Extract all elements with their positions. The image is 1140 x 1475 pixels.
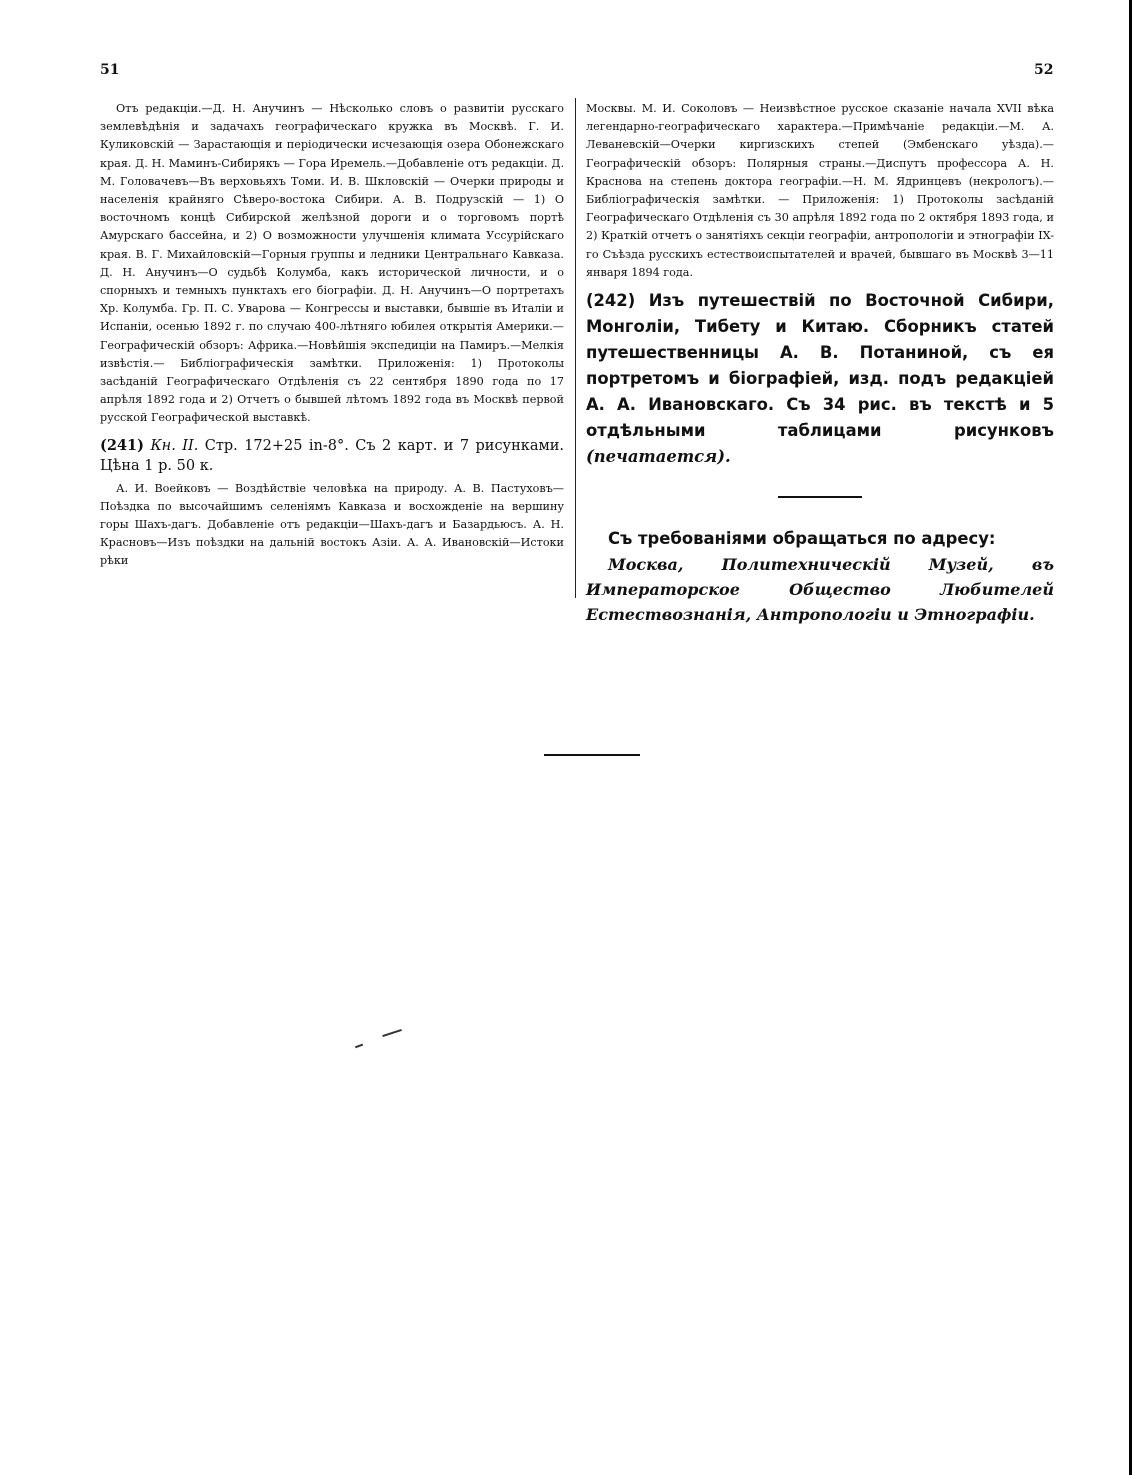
section-rule (778, 496, 862, 498)
entry-book: Кн. II. (150, 437, 199, 454)
page-number-left: 51 (100, 62, 120, 78)
page-edge-line (1129, 0, 1132, 1475)
entry-number: (242) (586, 291, 636, 311)
entry-241-contents: А. И. Воейковъ — Воздѣйствіе человѣка на природу. А. В. Пастуховъ—Поѣздка по высочайшимъ селеніямъ Кавказа и восхожденіе на вершину горы Шахъ-дагъ. Добавленіе отъ редакціи—Шахъ-дагъ и Базардьюсъ. А. Н. Красновъ—Изъ поѣздки на дальній востокъ Азіи. А. А. Ивановскій—Истоки рѣки (100, 481, 564, 568)
pen-mark (355, 1044, 363, 1048)
closing-rule (544, 754, 640, 756)
entry-241 (100, 436, 564, 476)
entry-title: Изъ путешествій по Восточной Сибири, Монголіи, Тибету и Китаю. Сборникъ статей путешественницы А. В. Потаниной, съ ея портретомъ и біографіей, изд. подъ редакціей А. А. Ивановскаго. Съ 34 рис. въ текстѣ и 5 отдѣльными таблицами рисунковъ (586, 291, 1054, 441)
entry-status: (печатается). (586, 447, 731, 467)
page-number-right: 52 (1034, 62, 1054, 78)
pen-mark (382, 1029, 401, 1037)
entry-details: Стр. 172+25 in-8°. Съ 2 карт. и 7 рисунками. Цѣна 1 р. 50 к. (100, 437, 565, 474)
contents-continuation: Москвы. М. И. Соколовъ — Неизвѣстное русское сказаніе начала XVII вѣка легендарно-географическаго характера.—Примѣчаніе редакціи.—М. А. Леваневскій—Очерки киргизскихъ степей (Эмбенскаго уѣзда).—Географическій обзоръ: Полярныя страны.—Диспутъ профессора А. Н. Краснова на степень доктора географіи.—Н. М. Ядринцевъ (некрологъ).—Библіографическія замѣтки. — Приложенія: 1) Протоколы засѣданій Географическаго Отдѣленія съ 30 апрѣля 1892 года по 2 октября 1893 года, и 2) Краткій отчетъ о занятіяхъ секціи географіи, антропологіи и этнографіи IX-го Съѣзда русскихъ естествоиспытателей и врачей, бывшаго въ Москвѣ 3—11 января 1894 года. (586, 102, 1054, 279)
left-column (100, 100, 564, 571)
address-text: Москва, Политехническій Музей, въ Императорское Общество Любителей Естествознанія, Антропологіи и Этнографіи. (586, 555, 1054, 625)
entry-number: (241) (100, 436, 144, 454)
entry-242 (586, 288, 1054, 470)
right-column (586, 100, 1054, 627)
address-heading: Съ требованіями обращаться по адресу: (608, 529, 996, 549)
column-divider (575, 98, 576, 598)
contents-paragraph: Отъ редакціи.—Д. Н. Анучинъ — Нѣсколько словъ о развитіи русскаго землевѣдѣнія и задачахъ географическаго кружка въ Москвѣ. Г. И. Куликовскій — Зарастающія и періодически исчезающія озера Обонежскаго края. Д. Н. Маминъ-Сибирякъ — Гора Иремель.—Добавленіе отъ редакціи. Д. М. Головачевъ—Въ верховьяхъ Томи. И. В. Шкловскій — Очерки природы и населенія крайняго Сѣверо-востока Сибири. А. В. Подрузскій — 1) О восточномъ концѣ Сибирской желѣзной дороги и о торговомъ портѣ Амурскаго бассейна, и 2) О возможности улучшенія климата Уссурійскаго края. В. Г. Михайловскій—Горныя группы и ледники Центральнаго Кавказа. Д. Н. Анучинъ—О судьбѣ Колумба, какъ исторической личности, и о спорныхъ и темныхъ пунктахъ его біографіи. Д. Н. Анучинъ—О портретахъ Хр. Колумба. Гр. П. С. Уварова — Конгрессы и выставки, бывшіе въ Италіи и Испаніи, осенью 1892 г. по случаю 400-лѣтняго юбилея открытія Америки.—Географическій обзоръ: Африка.—Новѣйшія экспедиціи на Памиръ.—Мелкія извѣстія.— Библіографическія замѣтки. Приложенія: 1) Протоколы засѣданій Географическаго Отдѣленія съ 22 сентября 1890 года по 17 апрѣля 1892 года и 2) Отчетъ о бывшей лѣтомъ 1892 года въ Москвѣ первой русской Географической выставкѣ. (100, 102, 564, 425)
